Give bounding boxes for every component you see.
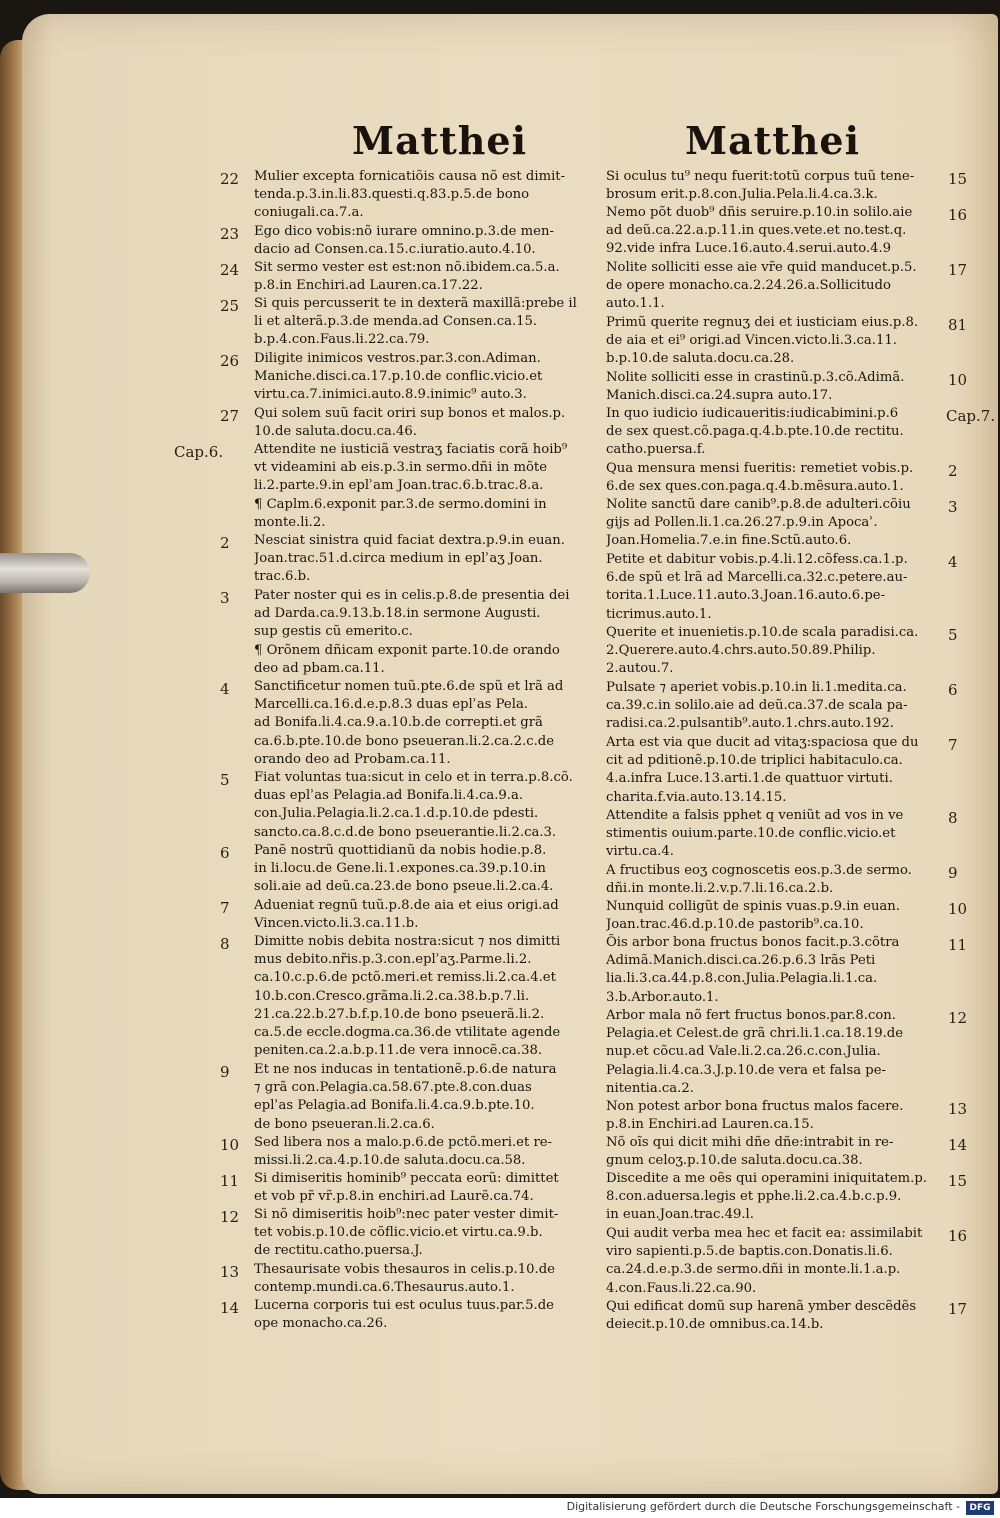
verse-entry	[254, 496, 592, 532]
verse-number: 5	[948, 626, 958, 644]
verse-line: Nemo põt duob⁹ dñis seruire.p.10.in solilo.aie	[606, 205, 913, 220]
verse-line: et vob pr̃ vr̃.p.8.in enchiri.ad Laurẽ.ca.74.	[254, 1189, 534, 1205]
verse-line: lia.li.3.ca.44.p.8.con.Julia.Pelagia.li.1.ca.	[606, 971, 878, 987]
verse-number: 4	[948, 553, 958, 571]
verse-line: viro sapienti.p.5.de baptis.con.Donatis.li.6.	[606, 1244, 893, 1260]
verse-line: ad Darda.ca.9.13.b.18.in sermone Augusti.	[254, 606, 541, 622]
verse-number: 4	[220, 680, 230, 698]
verse-line: de sex quest.cõ.paga.q.4.b.pte.10.de rectitu.	[606, 424, 904, 440]
verse-entry	[606, 1098, 968, 1134]
verse-line: 4.con.Faus.li.22.ca.90.	[606, 1280, 757, 1296]
verse-line: p.8.in Enchiri.ad Lauren.ca.15.	[606, 1117, 814, 1133]
verse-line: nup.et cõcu.ad Vale.li.2.ca.26.c.con.Julia.	[606, 1044, 881, 1060]
verse-line: trac.6.b.	[254, 569, 311, 585]
verse-line: b.p.10.de saluta.docu.ca.28.	[606, 351, 795, 367]
verse-line: Sit sermo vester est est:non nõ.ibidem.ca.5.a.	[254, 260, 560, 275]
verse-line: gijs ad Pollen.li.1.ca.26.27.p.9.in Apocaʾ.	[606, 515, 878, 531]
verse-entry	[174, 441, 592, 496]
verse-number: 9	[220, 1063, 230, 1081]
verse-line: deiecit.p.10.de omnibus.ca.14.b.	[606, 1317, 824, 1333]
verse-line: Thesaurisate vobis thesauros in celis.p.10.de	[254, 1262, 555, 1277]
verse-line: in euan.Joan.trac.49.l.	[606, 1207, 754, 1223]
verse-number: 14	[948, 1136, 968, 1154]
verse-line: 6.de spũ et lrã ad Marcelli.ca.32.c.petere.au-	[606, 570, 908, 586]
verse-line: Pelagia.et Celest.de grã chri.li.1.ca.18.19.de	[606, 1026, 904, 1042]
verse-line: A fructibus eoʒ cognoscetis eos.p.3.de sermo.	[606, 863, 912, 878]
verse-line: Primũ querite regnuʒ dei et iusticiam eius.p.8.	[606, 315, 919, 330]
verse-line: Nunquid colligũt de spinis vuas.p.9.in euan.	[606, 899, 900, 914]
verse-entry	[606, 1298, 968, 1334]
verse-line: li et alterã.p.3.de menda.ad Consen.ca.15.	[254, 314, 538, 330]
book-page	[22, 14, 998, 1494]
verse-line: 21.ca.22.b.27.b.f.p.10.de bono pseuerã.li.2.	[254, 1006, 545, 1022]
verse-line: monte.li.2.	[254, 515, 326, 531]
footer-text: Digitalisierung gefördert durch die Deutsche Forschungsgemeinschaft -	[566, 1500, 960, 1513]
verse-line: 10.de saluta.docu.ca.46.	[254, 424, 417, 440]
verse-line: 8.con.aduersa.legis et pphe.li.2.ca.4.b.c.p.9.	[606, 1189, 902, 1205]
verse-number: 6	[220, 844, 230, 862]
verse-line: Qui solem suũ facit oriri sup bonos et malos.p.	[254, 406, 566, 421]
verse-line: gnum celoʒ.p.10.de saluta.docu.ca.38.	[606, 1153, 863, 1169]
verse-number: 24	[220, 261, 240, 279]
verse-number: 16	[948, 1227, 968, 1245]
verse-number: 10	[220, 1136, 240, 1154]
verse-entry	[606, 259, 968, 314]
verse-line: missi.li.2.ca.4.p.10.de saluta.docu.ca.58.	[254, 1153, 526, 1169]
verse-line: Si dimiseritis hominib⁹ peccata eorũ: dimittet	[254, 1171, 559, 1186]
verse-number: 17	[948, 261, 968, 279]
verse-line: ca.6.b.pte.10.de bono pseueran.li.2.ca.2.c.de	[254, 733, 555, 749]
verse-number: 17	[948, 1300, 968, 1318]
verse-line: Qua mensura mensi fueritis: remetiet vobis.p.	[606, 461, 914, 476]
verse-line: deo ad pbam.ca.11.	[254, 661, 385, 677]
verse-line: charita.f.via.auto.13.14.15.	[606, 789, 787, 805]
verse-line: Nolite solliciti esse in crastinũ.p.3.cõ.Adimã.	[606, 370, 905, 385]
verse-line: sancto.ca.8.c.d.de bono pseuerantie.li.2.ca.3.	[254, 824, 557, 840]
chapter-marker: Cap.7.	[946, 407, 996, 425]
verse-entry	[220, 350, 592, 405]
page-clip	[0, 553, 90, 593]
verse-line: ⁊ grã con.Pelagia.ca.58.67.pte.8.con.duas	[254, 1080, 532, 1096]
verse-line: duas eplʾas Pelagia.ad Bonifa.li.4.ca.9.a.	[254, 788, 524, 804]
verse-entry	[220, 842, 592, 897]
verse-line: de opere monacho.ca.2.24.26.a.Sollicitudo	[606, 278, 891, 294]
verse-line: Lucerna corporis tui est oculus tuus.par.5.de	[254, 1298, 554, 1313]
verse-number: 12	[948, 1009, 968, 1027]
verse-entry	[220, 1134, 592, 1170]
verse-line: b.p.4.con.Faus.li.22.ca.79.	[254, 332, 430, 348]
verse-line: orando deo ad Probam.ca.11.	[254, 751, 451, 767]
verse-line: li.2.parte.9.in eplʾam Joan.trac.6.b.trac.8.a.	[254, 478, 544, 494]
verse-line: Nesciat sinistra quid faciat dextra.p.9.in euan.	[254, 533, 565, 548]
chapter-marker: Cap.6.	[174, 443, 224, 461]
verse-entry	[606, 898, 968, 934]
verse-entry	[220, 295, 592, 350]
verse-line: Mulier excepta fornicatiõis causa nõ est dimit-	[254, 169, 566, 184]
verse-line: 4.a.infra Luce.13.arti.1.de quattuor virtuti.	[606, 771, 893, 787]
verse-entry	[606, 934, 968, 1007]
verse-line: Marcelli.ca.16.d.e.p.8.3 duas eplʾas Pela.	[254, 697, 528, 713]
verse-line: auto.1.1.	[606, 296, 665, 312]
verse-line: tet vobis.p.10.de cõflic.vicio.et virtu.ca.9.b.	[254, 1225, 543, 1241]
verse-number: 3	[948, 498, 958, 516]
verse-entry	[220, 1297, 592, 1333]
verse-number: 23	[220, 225, 240, 243]
verse-entry	[606, 551, 958, 624]
verse-number: 8	[948, 809, 958, 827]
verse-line: Ego dico vobis:nõ iurare omnino.p.3.de men-	[254, 224, 554, 239]
verse-entry	[220, 1061, 592, 1134]
verse-line: torita.1.Luce.11.auto.3.Joan.16.auto.6.pe-	[606, 588, 886, 604]
verse-entry	[606, 679, 958, 734]
verse-line: Joan.Homelia.7.e.in fine.Sctũ.auto.6.	[606, 533, 852, 549]
verse-line: ca.5.de eccle.dogma.ca.36.de vtilitate agende	[254, 1025, 561, 1041]
verse-line: 6.de sex ques.con.paga.q.4.b.mẽsura.auto.1.	[606, 479, 904, 495]
verse-entry	[606, 314, 968, 369]
verse-line: ¶ Orõnem dñicam exponit parte.10.de orando	[254, 643, 560, 658]
verse-number: 3	[220, 589, 230, 607]
verse-line: Pelagia.li.4.ca.3.J.p.10.de vera et falsa pe-	[606, 1062, 887, 1078]
verse-number: 9	[948, 864, 958, 882]
verse-number: 5	[220, 771, 230, 789]
verse-entry	[220, 259, 592, 295]
running-head-right: Matthei	[685, 118, 861, 163]
verse-line: Querite et inuenietis.p.10.de scala paradisi.ca.	[606, 625, 919, 640]
verse-entry	[606, 168, 968, 204]
verse-entry	[606, 1134, 968, 1170]
verse-line: Nõ oĩs qui dicit mihi dñe dñe:intrabit in re-	[606, 1135, 894, 1150]
verse-line: Adimã.Manich.disci.ca.26.p.6.3 lrãs Peti	[606, 953, 876, 969]
verse-line: soli.aie ad deũ.ca.23.de bono pseue.li.2.ca.4.	[254, 879, 554, 895]
verse-entry	[220, 897, 592, 933]
verse-line: coniugali.ca.7.a.	[254, 205, 364, 221]
verse-number: 10	[948, 900, 968, 918]
verse-entry	[220, 1261, 592, 1297]
verse-entry	[606, 460, 958, 496]
verse-number: 25	[220, 297, 240, 315]
verse-line: Joan.trac.46.d.p.10.de pastorib⁹.ca.10.	[606, 917, 864, 933]
verse-line: 2.autou.7.	[606, 661, 674, 677]
verse-number: 10	[948, 371, 968, 389]
verse-entry	[606, 862, 958, 898]
verse-line: Qui edificat domũ sup harenã ymber descẽdẽs	[606, 1299, 917, 1314]
verse-line: Et ne nos inducas in tentationẽ.p.6.de natura	[254, 1062, 557, 1077]
verse-entry	[606, 1225, 968, 1298]
verse-entry	[254, 642, 592, 678]
verse-number: 26	[220, 352, 240, 370]
verse-number: 27	[220, 407, 240, 425]
verse-number: 13	[220, 1263, 240, 1281]
verse-line: Dimitte nobis debita nostra:sicut ⁊ nos dimitti	[254, 934, 561, 949]
dfg-logo: DFG	[966, 1501, 994, 1515]
verse-line: Attendite ne iusticiã vestraʒ faciatis corã hoib⁹	[254, 442, 568, 457]
verse-line: tenda.p.3.in.li.83.questi.q.83.p.5.de bono	[254, 187, 530, 203]
verse-line: de aia et ei⁹ origi.ad Vincen.victo.li.3.ca.11.	[606, 333, 897, 349]
verse-number: 2	[948, 462, 958, 480]
verse-number: 15	[948, 170, 968, 188]
verse-entry	[606, 1170, 968, 1225]
verse-entry	[220, 168, 592, 223]
verse-line: sup gestis cũ emerito.c.	[254, 624, 413, 640]
verse-entry	[606, 204, 968, 259]
verse-line: dñi.in monte.li.2.v.p.7.li.16.ca.2.b.	[606, 881, 834, 897]
verse-line: 10.b.con.Cresco.grãma.li.2.ca.38.b.p.7.li.	[254, 988, 530, 1004]
verse-line: Si nõ dimiseritis hoib⁹:nec pater vester dimit-	[254, 1207, 559, 1222]
verse-line: vt videamini ab eis.p.3.in sermo.dñi in mõte	[254, 460, 548, 476]
running-head-left: Matthei	[352, 118, 528, 163]
verse-number: 6	[948, 681, 958, 699]
verse-line: Arbor mala nõ fert fructus bonos.par.8.con.	[606, 1008, 896, 1023]
verse-line: contemp.mundi.ca.6.Thesaurus.auto.1.	[254, 1280, 515, 1296]
verse-line: ca.10.c.p.6.de pctõ.meri.et remiss.li.2.ca.4.et	[254, 970, 556, 986]
verse-line: de bono pseueran.li.2.ca.6.	[254, 1116, 435, 1132]
verse-line: Panẽ nostrũ quottidianũ da nobis hodie.p.8.	[254, 843, 547, 858]
verse-line: Pulsate ⁊ aperiet vobis.p.10.in li.1.medita.ca.	[606, 680, 907, 695]
verse-line: virtu.ca.4.	[606, 844, 674, 860]
verse-line: Qui audit verba mea hec et facit ea: assimilabit	[606, 1226, 923, 1241]
verse-entry	[220, 1206, 592, 1261]
verse-line: virtu.ca.7.inimici.auto.8.9.inimic⁹ auto.3.	[254, 387, 527, 403]
verse-line: Sanctificetur nomen tuũ.pte.6.de spũ et lrã ad	[254, 679, 564, 694]
verse-line: de rectitu.catho.puersa.J.	[254, 1243, 423, 1259]
verse-line: dacio ad Consen.ca.15.c.iuratio.auto.4.10.	[254, 242, 536, 258]
verse-line: Fiat voluntas tua:sicut in celo et in terra.p.8.cõ.	[254, 770, 573, 785]
verse-line: Joan.trac.51.d.circa medium in eplʾaʒ Joan.	[254, 551, 543, 567]
verse-line: ticrimus.auto.1.	[606, 606, 712, 622]
verse-number: 7	[220, 899, 230, 917]
verse-line: nitentia.ca.2.	[606, 1080, 694, 1096]
verse-entry	[220, 532, 592, 587]
verse-line: p.8.in Enchiri.ad Lauren.ca.17.22.	[254, 278, 483, 294]
verse-line: catho.puersa.f.	[606, 442, 706, 458]
verse-line: Pater noster qui es in celis.p.8.de presentia dei	[254, 588, 570, 603]
verse-number: 14	[220, 1299, 240, 1317]
verse-entry	[606, 369, 968, 405]
verse-entry	[606, 734, 958, 807]
verse-number: 7	[948, 736, 958, 754]
verse-line: Vincen.victo.li.3.ca.11.b.	[254, 916, 419, 932]
verse-line: Attendite a falsis pphet q veniũt ad vos in ve	[606, 808, 904, 823]
verse-entry	[220, 587, 592, 642]
verse-entry	[220, 223, 592, 259]
verse-number: 11	[948, 936, 968, 954]
verse-entry	[220, 1170, 592, 1206]
verse-line: Sed libera nos a malo.p.6.de pctõ.meri.et re-	[254, 1135, 553, 1150]
verse-line: Nolite solliciti esse aie vr̃e quid manducet.p.5.	[606, 260, 917, 275]
verse-entry	[606, 496, 958, 551]
verse-line: ca.39.c.in solilo.aie ad deũ.ca.37.de scala pa-	[606, 698, 908, 714]
verse-line: peniten.ca.2.a.b.p.11.de vera innocẽ.ca.38.	[254, 1043, 543, 1059]
verse-entry	[220, 933, 592, 1060]
verse-line: Si quis percusserit te in dexterã maxillã:prebe il	[254, 296, 577, 311]
verse-line: 2.Querere.auto.4.chrs.auto.50.89.Philip.	[606, 643, 876, 659]
verse-number: 15	[948, 1172, 968, 1190]
verse-line: ad Bonifa.li.4.ca.9.a.10.b.de correpti.et grã	[254, 715, 543, 731]
verse-line: Diligite inimicos vestros.par.3.con.Adiman.	[254, 351, 541, 366]
verse-number: 81	[948, 316, 968, 334]
verse-number: 2	[220, 534, 230, 552]
verse-line: ad deũ.ca.22.a.p.11.in ques.vete.et no.test.q.	[606, 223, 907, 239]
verse-number: 8	[220, 935, 230, 953]
verse-number: 12	[220, 1208, 240, 1226]
verse-line: ope monacho.ca.26.	[254, 1316, 388, 1332]
verse-line: Adueniat regnũ tuũ.p.8.de aia et eius origi.ad	[254, 898, 559, 913]
verse-line: 3.b.Arbor.auto.1.	[606, 989, 719, 1005]
verse-entry	[220, 405, 592, 441]
verse-line: Manich.disci.ca.24.supra auto.17.	[606, 388, 833, 404]
verse-line: in li.locu.de Gene.li.1.expones.ca.39.p.10.in	[254, 861, 546, 877]
footer	[0, 1498, 1000, 1518]
verse-entry	[220, 769, 592, 842]
verse-line: cit ad pditionẽ.p.10.de triplici habitaculo.ca.	[606, 753, 903, 769]
verse-entry	[606, 405, 996, 460]
verse-number: 22	[220, 170, 240, 188]
verse-line: Discedite a me oẽs qui operamini iniquitatem.p.	[606, 1171, 927, 1186]
verse-number: 13	[948, 1100, 968, 1118]
verse-line: Õis arbor bona fructus bonos facit.p.3.cõtra	[606, 935, 900, 950]
verse-line: 92.vide infra Luce.16.auto.4.serui.auto.4.9	[606, 241, 892, 257]
verse-line: mus debito.nr̃is.p.3.con.eplʾaʒ.Parme.li.2.	[254, 952, 532, 968]
verse-line: In quo iudicio iudicaueritis:iudicabimini.p.6	[606, 406, 899, 421]
verse-line: Si oculus tu⁹ nequ fuerit:totũ corpus tuũ tene-	[606, 169, 915, 184]
verse-number: 16	[948, 206, 968, 224]
verse-line: Non potest arbor bona fructus malos facere.	[606, 1099, 904, 1114]
verse-entry	[220, 678, 592, 769]
verse-line: brosum erit.p.8.con.Julia.Pela.li.4.ca.3.k.	[606, 187, 878, 203]
verse-line: con.Julia.Pelagia.li.2.ca.1.d.p.10.de pdesti.	[254, 806, 539, 822]
verse-line: Maniche.disci.ca.17.p.10.de conflic.vicio.et	[254, 369, 543, 385]
verse-line: Petite et dabitur vobis.p.4.li.12.cõfess.ca.1.p.	[606, 552, 908, 567]
verse-line: eplʾas Pelagia.ad Bonifa.li.4.ca.9.b.pte.10.	[254, 1098, 535, 1114]
verse-line: ¶ Caplm.6.exponit par.3.de sermo.domini in	[254, 497, 547, 512]
verse-entry	[606, 1007, 968, 1098]
verse-number: 11	[220, 1172, 240, 1190]
verse-line: Nolite sanctũ dare canib⁹.p.8.de adulteri.cõiu	[606, 497, 911, 512]
verse-entry	[606, 807, 958, 862]
verse-line: ca.24.d.e.p.3.de sermo.dñi in monte.li.1.a.p.	[606, 1262, 901, 1278]
verse-line: stimentis ouium.parte.10.de conflic.vicio.et	[606, 826, 896, 842]
verse-entry	[606, 624, 958, 679]
verse-line: radisi.ca.2.pulsantib⁹.auto.1.chrs.auto.192.	[606, 716, 894, 732]
verse-line: Arta est via que ducit ad vitaʒ:spaciosa que du	[606, 735, 919, 750]
